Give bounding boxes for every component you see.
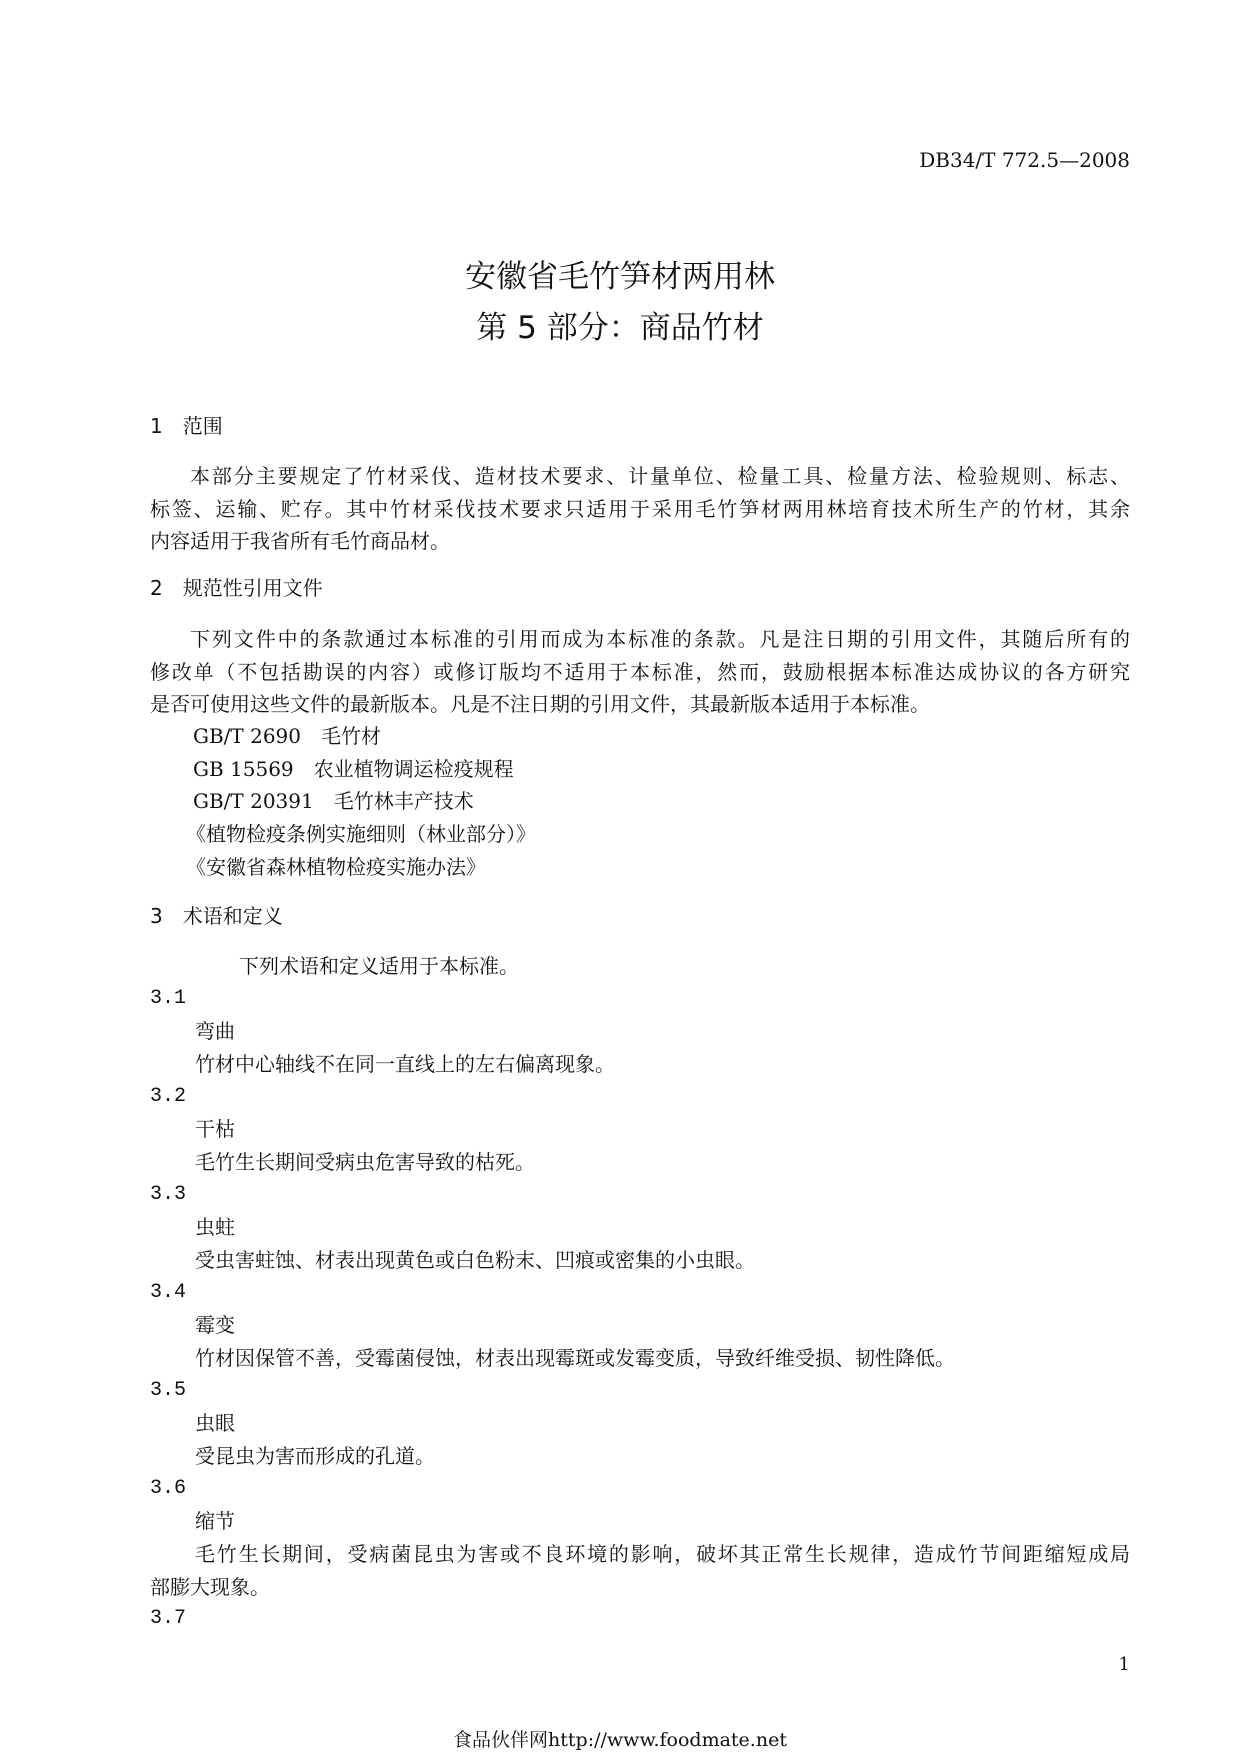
- paragraph-line: 是否可使用这些文件的最新版本。凡是不注日期的引用文件，其最新版本适用于本标准。: [150, 692, 930, 716]
- term-definition: 竹材中心轴线不在同一直线上的左右偏离现象。: [195, 1052, 615, 1076]
- term-definition: 毛竹生长期间，受病菌昆虫为害或不良环境的影响，破坏其正常生长规律，造成竹节间距缩短成局: [195, 1542, 1130, 1566]
- paragraph-line: 修改单（不包括勘误的内容）或修订版均不适用于本标准，然而，鼓励根据本标准达成协议的各方研究: [150, 660, 1130, 684]
- term-number: 3.6: [150, 1477, 187, 1500]
- section-intro: 下列术语和定义适用于本标准。: [239, 954, 519, 978]
- paragraph-line: 下列文件中的条款通过本标准的引用而成为本标准的条款。凡是注日期的引用文件，其随后所有的: [190, 627, 1130, 651]
- page-number: 1: [1118, 1654, 1130, 1675]
- section-heading: 1 范围: [150, 414, 223, 438]
- term-number: 3.1: [150, 987, 187, 1010]
- paragraph-line: 内容适用于我省所有毛竹商品材。: [150, 529, 450, 553]
- term-definition: 竹材因保管不善，受霉菌侵蚀，材表出现霉斑或发霉变质，导致纤维受损、韧性降低。: [195, 1346, 955, 1370]
- footer-watermark: 食品伙伴网http://www.foodmate.net: [453, 1729, 787, 1751]
- term-definition: 部膨大现象。: [150, 1575, 270, 1599]
- standard-code: DB34/T 772.5—2008: [919, 148, 1130, 172]
- term-name: 霉变: [195, 1313, 235, 1337]
- term-number: 3.2: [150, 1085, 187, 1108]
- section-heading: 3 术语和定义: [150, 904, 283, 928]
- term-number: 3.3: [150, 1183, 187, 1206]
- term-number: 3.4: [150, 1281, 187, 1304]
- reference-item: GB/T 2690 毛竹材: [193, 724, 382, 748]
- term-name: 弯曲: [195, 1019, 235, 1043]
- term-name: 缩节: [195, 1509, 235, 1533]
- term-name: 虫眼: [195, 1411, 235, 1435]
- term-number: 3.5: [150, 1379, 187, 1402]
- document-subtitle: 第 5 部分：商品竹材: [476, 310, 764, 346]
- term-definition: 受昆虫为害而形成的孔道。: [195, 1444, 435, 1468]
- term-definition: 毛竹生长期间受病虫危害导致的枯死。: [195, 1150, 535, 1174]
- section-heading: 2 规范性引用文件: [150, 576, 323, 600]
- reference-item: 《植物检疫条例实施细则（林业部分）》: [186, 822, 536, 846]
- reference-item: 《安徽省森林植物检疫实施办法》: [186, 855, 486, 879]
- term-number: 3.7: [150, 1607, 187, 1630]
- term-name: 干枯: [195, 1117, 235, 1141]
- reference-item: GB 15569 农业植物调运检疫规程: [193, 757, 514, 781]
- reference-item: GB/T 20391 毛竹林丰产技术: [193, 789, 474, 813]
- term-definition: 受虫害蛀蚀、材表出现黄色或白色粉末、凹痕或密集的小虫眼。: [195, 1248, 755, 1272]
- document-title: 安徽省毛竹笋材两用林: [465, 259, 775, 295]
- paragraph-line: 标签、运输、贮存。其中竹材采伐技术要求只适用于采用毛竹笋材两用林培育技术所生产的竹材，其余: [150, 497, 1130, 521]
- paragraph-line: 本部分主要规定了竹材采伐、造材技术要求、计量单位、检量工具、检量方法、检验规则、标志、: [190, 464, 1130, 488]
- term-name: 虫蛀: [195, 1215, 235, 1239]
